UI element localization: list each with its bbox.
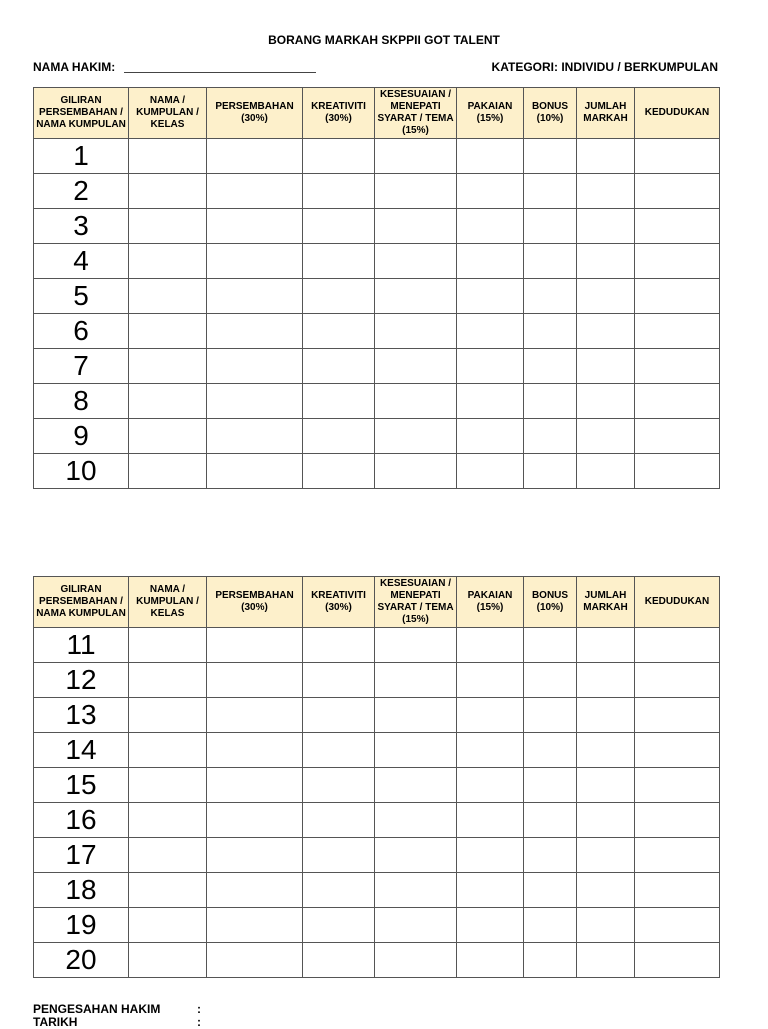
score-cell[interactable] — [457, 698, 524, 733]
score-cell[interactable] — [375, 139, 457, 174]
row-number: 10 — [34, 454, 129, 489]
row-number: 14 — [34, 733, 129, 768]
score-cell[interactable] — [207, 733, 303, 768]
score-cell[interactable] — [129, 768, 207, 803]
column-header: NAMA / KUMPULAN / KELAS — [129, 88, 207, 139]
score-cell[interactable] — [635, 698, 720, 733]
column-header: KREATIVITI (30%) — [303, 88, 375, 139]
header-row — [34, 88, 720, 139]
score-cell[interactable] — [303, 384, 375, 419]
table-row — [34, 454, 720, 489]
score-cell[interactable] — [375, 908, 457, 943]
score-cell[interactable] — [457, 454, 524, 489]
score-cell[interactable] — [207, 384, 303, 419]
row-number: 11 — [34, 628, 129, 663]
score-cell[interactable] — [129, 314, 207, 349]
score-cell[interactable] — [524, 244, 577, 279]
score-cell[interactable] — [375, 838, 457, 873]
score-cell[interactable] — [375, 733, 457, 768]
column-header: PERSEMBAHAN (30%) — [207, 88, 303, 139]
score-cell[interactable] — [129, 454, 207, 489]
score-cell[interactable] — [577, 663, 635, 698]
score-cell[interactable] — [635, 349, 720, 384]
row-number: 19 — [34, 908, 129, 943]
score-cell[interactable] — [375, 174, 457, 209]
score-cell[interactable] — [577, 803, 635, 838]
score-cell[interactable] — [303, 908, 375, 943]
score-cell[interactable] — [303, 314, 375, 349]
score-cell[interactable] — [129, 628, 207, 663]
score-cell[interactable] — [375, 244, 457, 279]
score-cell[interactable] — [457, 419, 524, 454]
score-cell[interactable] — [577, 209, 635, 244]
score-cell[interactable] — [207, 349, 303, 384]
score-cell[interactable] — [303, 419, 375, 454]
score-cell[interactable] — [457, 908, 524, 943]
score-cell[interactable] — [129, 733, 207, 768]
score-cell[interactable] — [577, 349, 635, 384]
table-row — [34, 838, 720, 873]
score-cell[interactable] — [375, 384, 457, 419]
score-cell[interactable] — [207, 663, 303, 698]
table-row — [34, 139, 720, 174]
date-colon: : — [197, 1015, 201, 1029]
score-cell[interactable] — [303, 628, 375, 663]
score-cell[interactable] — [577, 244, 635, 279]
score-cell[interactable] — [303, 209, 375, 244]
judge-name-field[interactable] — [124, 72, 316, 73]
score-cell[interactable] — [375, 803, 457, 838]
score-cell[interactable] — [457, 384, 524, 419]
table-row — [34, 628, 720, 663]
table-row — [34, 803, 720, 838]
table-row — [34, 314, 720, 349]
score-cell[interactable] — [524, 419, 577, 454]
score-cell[interactable] — [207, 174, 303, 209]
score-cell[interactable] — [524, 174, 577, 209]
column-header: GILIRAN PERSEMBAHAN / NAMA KUMPULAN — [34, 577, 129, 628]
score-cell[interactable] — [303, 698, 375, 733]
row-number: 7 — [34, 349, 129, 384]
score-cell[interactable] — [375, 698, 457, 733]
score-cell[interactable] — [129, 838, 207, 873]
score-cell[interactable] — [207, 244, 303, 279]
column-header: PERSEMBAHAN (30%) — [207, 577, 303, 628]
score-cell[interactable] — [375, 943, 457, 978]
column-header: PAKAIAN (15%) — [457, 88, 524, 139]
score-cell[interactable] — [635, 454, 720, 489]
score-cell[interactable] — [129, 244, 207, 279]
score-cell[interactable] — [577, 314, 635, 349]
score-cell[interactable] — [457, 174, 524, 209]
score-cell[interactable] — [524, 698, 577, 733]
column-header: KEDUDUKAN — [635, 577, 720, 628]
date-label: TARIKH — [33, 1015, 78, 1029]
score-cell[interactable] — [303, 803, 375, 838]
score-cell[interactable] — [375, 419, 457, 454]
score-cell[interactable] — [375, 663, 457, 698]
column-header: JUMLAH MARKAH — [577, 88, 635, 139]
score-cell[interactable] — [207, 419, 303, 454]
table-row — [34, 768, 720, 803]
score-cell[interactable] — [303, 279, 375, 314]
footer — [33, 1003, 207, 1029]
score-cell[interactable] — [577, 873, 635, 908]
score-cell[interactable] — [524, 943, 577, 978]
score-cell[interactable] — [635, 943, 720, 978]
score-cell[interactable] — [635, 803, 720, 838]
column-header: KEDUDUKAN — [635, 88, 720, 139]
score-cell[interactable] — [635, 733, 720, 768]
column-header: GILIRAN PERSEMBAHAN / NAMA KUMPULAN — [34, 88, 129, 139]
score-cell[interactable] — [207, 209, 303, 244]
score-cell[interactable] — [129, 698, 207, 733]
score-cell[interactable] — [577, 838, 635, 873]
judge-name-label: NAMA HAKIM: — [33, 60, 116, 74]
score-cell[interactable] — [577, 733, 635, 768]
score-cell[interactable] — [524, 314, 577, 349]
score-cell[interactable] — [207, 803, 303, 838]
row-number: 17 — [34, 838, 129, 873]
score-cell[interactable] — [635, 628, 720, 663]
score-cell[interactable] — [303, 663, 375, 698]
score-cell[interactable] — [524, 454, 577, 489]
score-cell[interactable] — [129, 384, 207, 419]
row-number: 18 — [34, 873, 129, 908]
score-cell[interactable] — [577, 943, 635, 978]
score-cell[interactable] — [577, 139, 635, 174]
row-number: 20 — [34, 943, 129, 978]
score-cell[interactable] — [635, 209, 720, 244]
score-cell[interactable] — [524, 663, 577, 698]
score-cell[interactable] — [129, 139, 207, 174]
score-cell[interactable] — [375, 209, 457, 244]
score-cell[interactable] — [577, 908, 635, 943]
header-row — [34, 577, 720, 628]
score-cell[interactable] — [577, 384, 635, 419]
score-cell[interactable] — [207, 279, 303, 314]
row-number: 5 — [34, 279, 129, 314]
table-row — [34, 349, 720, 384]
table-row — [34, 873, 720, 908]
score-table-1 — [33, 87, 720, 489]
score-cell[interactable] — [207, 698, 303, 733]
score-cell[interactable] — [457, 314, 524, 349]
score-cell[interactable] — [524, 349, 577, 384]
score-cell[interactable] — [524, 908, 577, 943]
score-cell[interactable] — [129, 803, 207, 838]
score-cell[interactable] — [207, 628, 303, 663]
row-number: 13 — [34, 698, 129, 733]
score-cell[interactable] — [457, 349, 524, 384]
row-number: 9 — [34, 419, 129, 454]
score-cell[interactable] — [635, 244, 720, 279]
score-cell[interactable] — [524, 279, 577, 314]
score-cell[interactable] — [577, 419, 635, 454]
score-cell[interactable] — [207, 314, 303, 349]
score-cell[interactable] — [524, 384, 577, 419]
row-number: 12 — [34, 663, 129, 698]
table-row — [34, 244, 720, 279]
score-cell[interactable] — [457, 768, 524, 803]
score-cell[interactable] — [457, 873, 524, 908]
score-cell[interactable] — [577, 698, 635, 733]
row-number: 6 — [34, 314, 129, 349]
score-cell[interactable] — [129, 279, 207, 314]
category-label: KATEGORI: INDIVIDU / BERKUMPULAN — [491, 60, 718, 74]
score-cell[interactable] — [457, 244, 524, 279]
score-cell[interactable] — [635, 873, 720, 908]
table-row — [34, 279, 720, 314]
score-cell[interactable] — [207, 873, 303, 908]
score-cell[interactable] — [457, 628, 524, 663]
form-title: BORANG MARKAH SKPPII GOT TALENT — [268, 33, 500, 47]
score-cell[interactable] — [577, 768, 635, 803]
score-cell[interactable] — [129, 908, 207, 943]
score-cell[interactable] — [524, 733, 577, 768]
table-row — [34, 384, 720, 419]
score-cell[interactable] — [457, 663, 524, 698]
row-number: 8 — [34, 384, 129, 419]
score-cell[interactable] — [457, 279, 524, 314]
score-cell[interactable] — [303, 139, 375, 174]
column-header: KESESUAIAN / MENEPATI SYARAT / TEMA (15%) — [375, 88, 457, 139]
score-cell[interactable] — [457, 139, 524, 174]
score-cell[interactable] — [303, 244, 375, 279]
column-header: NAMA / KUMPULAN / KELAS — [129, 577, 207, 628]
score-cell[interactable] — [129, 663, 207, 698]
score-cell[interactable] — [207, 454, 303, 489]
score-cell[interactable] — [207, 139, 303, 174]
column-header: KREATIVITI (30%) — [303, 577, 375, 628]
column-header: BONUS (10%) — [524, 577, 577, 628]
score-cell[interactable] — [303, 349, 375, 384]
score-cell[interactable] — [635, 314, 720, 349]
score-cell[interactable] — [129, 943, 207, 978]
score-cell[interactable] — [457, 209, 524, 244]
score-cell[interactable] — [303, 838, 375, 873]
score-cell[interactable] — [635, 768, 720, 803]
score-cell[interactable] — [457, 838, 524, 873]
score-cell[interactable] — [524, 139, 577, 174]
score-cell[interactable] — [303, 768, 375, 803]
score-cell[interactable] — [635, 663, 720, 698]
column-header: KESESUAIAN / MENEPATI SYARAT / TEMA (15%) — [375, 577, 457, 628]
column-header: BONUS (10%) — [524, 88, 577, 139]
table-row — [34, 663, 720, 698]
score-cell[interactable] — [303, 174, 375, 209]
score-cell[interactable] — [635, 908, 720, 943]
score-cell[interactable] — [375, 873, 457, 908]
table-row — [34, 419, 720, 454]
score-cell[interactable] — [207, 908, 303, 943]
score-cell[interactable] — [129, 174, 207, 209]
table-row — [34, 943, 720, 978]
row-number: 4 — [34, 244, 129, 279]
validation-colon: : — [197, 1002, 201, 1016]
score-cell[interactable] — [129, 873, 207, 908]
row-number: 3 — [34, 209, 129, 244]
score-cell[interactable] — [303, 454, 375, 489]
score-cell[interactable] — [129, 209, 207, 244]
score-cell[interactable] — [524, 628, 577, 663]
score-cell[interactable] — [207, 943, 303, 978]
score-cell[interactable] — [577, 279, 635, 314]
table-row — [34, 209, 720, 244]
score-cell[interactable] — [524, 768, 577, 803]
score-cell[interactable] — [635, 838, 720, 873]
score-cell[interactable] — [577, 174, 635, 209]
score-cell[interactable] — [635, 384, 720, 419]
row-number: 2 — [34, 174, 129, 209]
table-row — [34, 908, 720, 943]
score-cell[interactable] — [375, 314, 457, 349]
score-cell[interactable] — [457, 943, 524, 978]
score-cell[interactable] — [635, 139, 720, 174]
score-cell[interactable] — [457, 803, 524, 838]
score-cell[interactable] — [303, 733, 375, 768]
score-cell[interactable] — [207, 768, 303, 803]
column-header: JUMLAH MARKAH — [577, 577, 635, 628]
score-cell[interactable] — [375, 349, 457, 384]
score-cell[interactable] — [635, 279, 720, 314]
score-table-2 — [33, 576, 720, 978]
score-cell[interactable] — [375, 628, 457, 663]
score-cell[interactable] — [303, 873, 375, 908]
score-cell[interactable] — [375, 279, 457, 314]
score-cell[interactable] — [375, 454, 457, 489]
column-header: PAKAIAN (15%) — [457, 577, 524, 628]
score-cell[interactable] — [375, 768, 457, 803]
score-cell[interactable] — [524, 209, 577, 244]
score-cell[interactable] — [577, 454, 635, 489]
row-number: 1 — [34, 139, 129, 174]
score-cell[interactable] — [524, 803, 577, 838]
score-cell[interactable] — [524, 873, 577, 908]
table-row — [34, 733, 720, 768]
score-cell[interactable] — [207, 838, 303, 873]
table-row — [34, 698, 720, 733]
score-cell[interactable] — [635, 174, 720, 209]
score-cell[interactable] — [129, 419, 207, 454]
table-row — [34, 174, 720, 209]
score-cell[interactable] — [635, 419, 720, 454]
score-cell[interactable] — [303, 943, 375, 978]
score-cell[interactable] — [577, 628, 635, 663]
score-cell[interactable] — [457, 733, 524, 768]
row-number: 16 — [34, 803, 129, 838]
row-number: 15 — [34, 768, 129, 803]
score-cell[interactable] — [524, 838, 577, 873]
score-cell[interactable] — [129, 349, 207, 384]
validation-label: PENGESAHAN HAKIM — [33, 1002, 161, 1016]
